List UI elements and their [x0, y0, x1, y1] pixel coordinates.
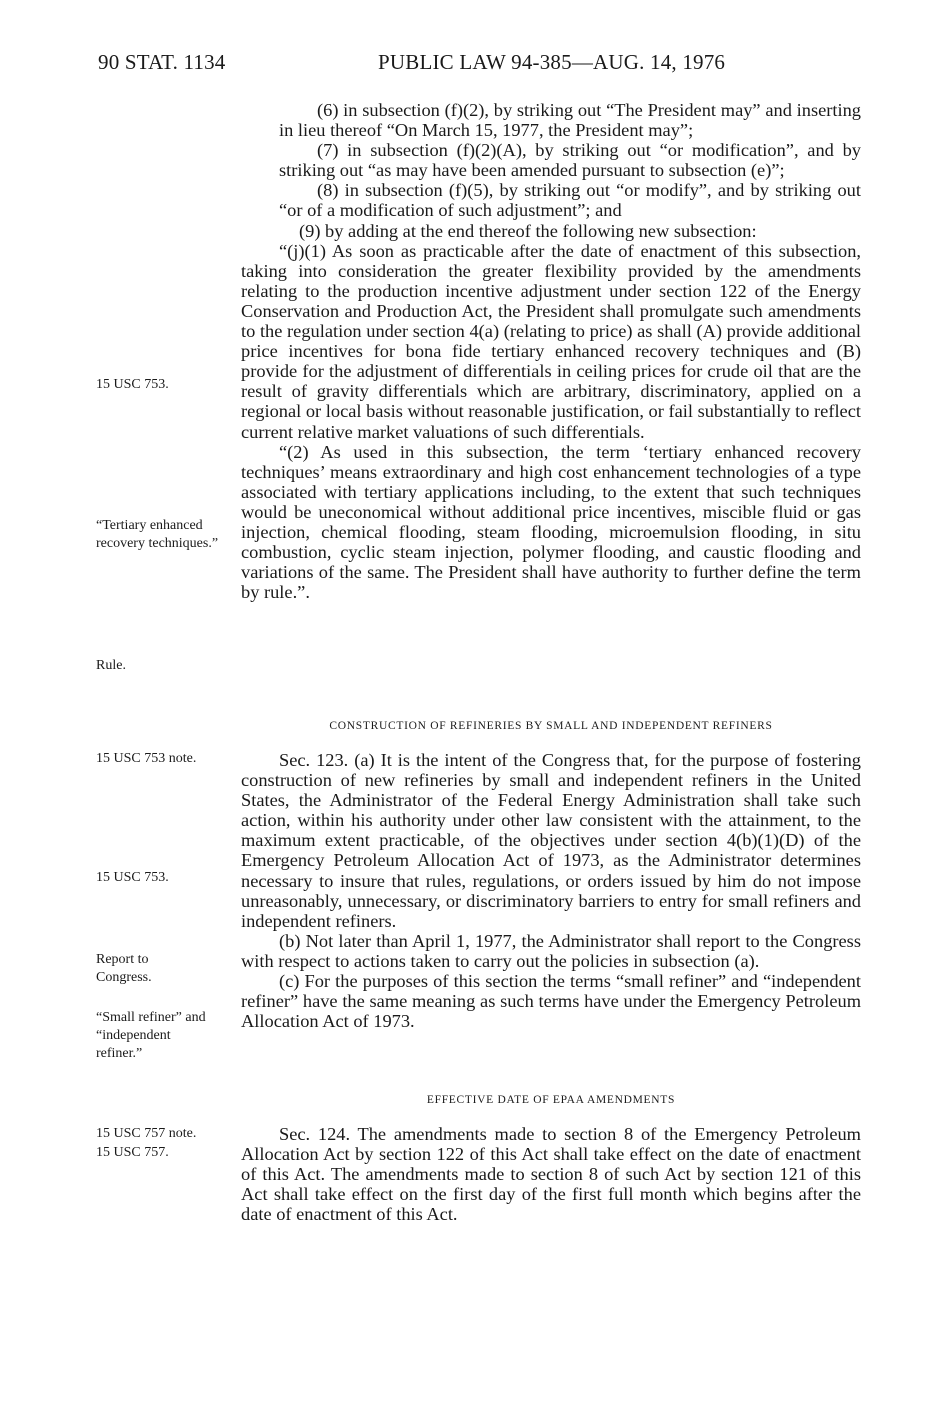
- item-7: (7) in subsection (f)(2)(A), by striking out “or modification”, and by striking out “as may have been amended pursuant to subsection (e)”;: [279, 140, 861, 181]
- section-heading-123: CONSTRUCTION OF REFINERIES BY SMALL AND INDEPENDENT REFINERS: [329, 720, 773, 732]
- margin-note-report-to-congress: Report to Congress.: [96, 952, 152, 985]
- margin-note-small-refiner: “Small refiner” and “independent refiner.”: [96, 1010, 206, 1061]
- margin-note-usc-753-b: 15 USC 753.: [96, 870, 169, 885]
- margin-note-usc-753-note: 15 USC 753 note.: [96, 751, 197, 766]
- amendment-text: [241, 100, 861, 602]
- margin-note-usc-757-note: 15 USC 757 note.: [96, 1126, 197, 1141]
- section-124: [241, 1124, 861, 1224]
- subsection-j2: “(2) As used in this subsection, the term ‘tertiary enhanced recovery techniques’ means extraordinary and high cost enhancement technologies of a type associated with tertiary applications including, to the extent that such techniques would be uneconomical without additional price incentives, miscible fluid or gas injection, chemical flooding, steam flooding, microemulsion flooding, in situ combustion, cyclic steam injection, polymer flooding, and caustic flooding and variations of the same. The President shall have authority to further define the term by rule.”.: [241, 441, 861, 603]
- section-124-text: Sec. 124. The amendments made to section 8 of the Emergency Petroleum Allocation Act by section 122 of this Act shall take effect on the date of enactment of this Act. The amendments made to section 8 of such Act by section 121 of this Act shall take effect on the first day of the first full month which begins after the date of enactment of this Act.: [241, 1124, 861, 1225]
- section-heading-124: EFFECTIVE DATE OF EPAA AMENDMENTS: [426, 1094, 676, 1106]
- page-reference: 90 STAT. 1134: [98, 50, 226, 74]
- section-123-c: (c) For the purposes of this section the terms “small refiner” and “independent refiner” have the same meaning as such terms have under the Emergency Petroleum Allocation Act of 1973.: [241, 971, 861, 1032]
- section-123-b: (b) Not later than April 1, 1977, the Administrator shall report to the Congress with respect to actions taken to carry out the policies in subsection (a).: [241, 930, 861, 971]
- item-9: (9) by adding at the end thereof the following new subsection:: [299, 220, 757, 241]
- subsection-j1: “(j)(1) As soon as practicable after the date of enactment of this subsection, taking into consideration the greater flexibility provided by the amendments relating to the production incentive adjustment under section 122 of the Energy Conservation and Production Act, the President shall promulgate such amendments to the regulation under section 4(a) (relating to price) as shall (A) provide additional price incentives for bona fide tertiary enhanced recovery techniques and (B) provide for the adjustment of differentials in ceiling prices for crude oil that are the result of gravity differentials which are arbitrary, discriminatory, applied on a regional or local basis without reasonable justification, or fail substantially to reflect current relative market valuations of such differentials.: [241, 240, 861, 442]
- page-header: [98, 50, 868, 84]
- law-title: PUBLIC LAW 94-385—AUG. 14, 1976: [378, 50, 726, 74]
- item-6: (6) in subsection (f)(2), by striking out “The President may” and inserting in lieu thereof “On March 15, 1977, the President may”;: [279, 100, 861, 141]
- section-123-a: Sec. 123. (a) It is the intent of the Congress that, for the purpose of fostering construction of new refineries by small and independent refiners in the United States, the Administrator of the Federal Energy Administration shall take such action, within his authority under other law consistent with the attainment, to the maximum extent practicable, of the objectives under section 4(b)(1)(D) of the Emergency Petroleum Allocation Act of 1973, as the Administrator determines necessary to insure that rules, regulations, or orders issued by him do not impose unreasonably, unnecessary, or discriminatory barriers to entry for small refiners and independent refiners.: [241, 750, 861, 931]
- margin-note-usc-757: 15 USC 757.: [96, 1145, 169, 1160]
- margin-note-rule: Rule.: [96, 658, 126, 673]
- item-8: (8) in subsection (f)(5), by striking out “or modify”, and by striking out “or of a modification of such adjustment”; and: [279, 180, 861, 221]
- margin-note-usc-753: 15 USC 753.: [96, 377, 169, 392]
- section-123: [241, 750, 861, 1031]
- margin-note-tertiary-definition: “Tertiary enhanced recovery techniques.”: [96, 518, 219, 551]
